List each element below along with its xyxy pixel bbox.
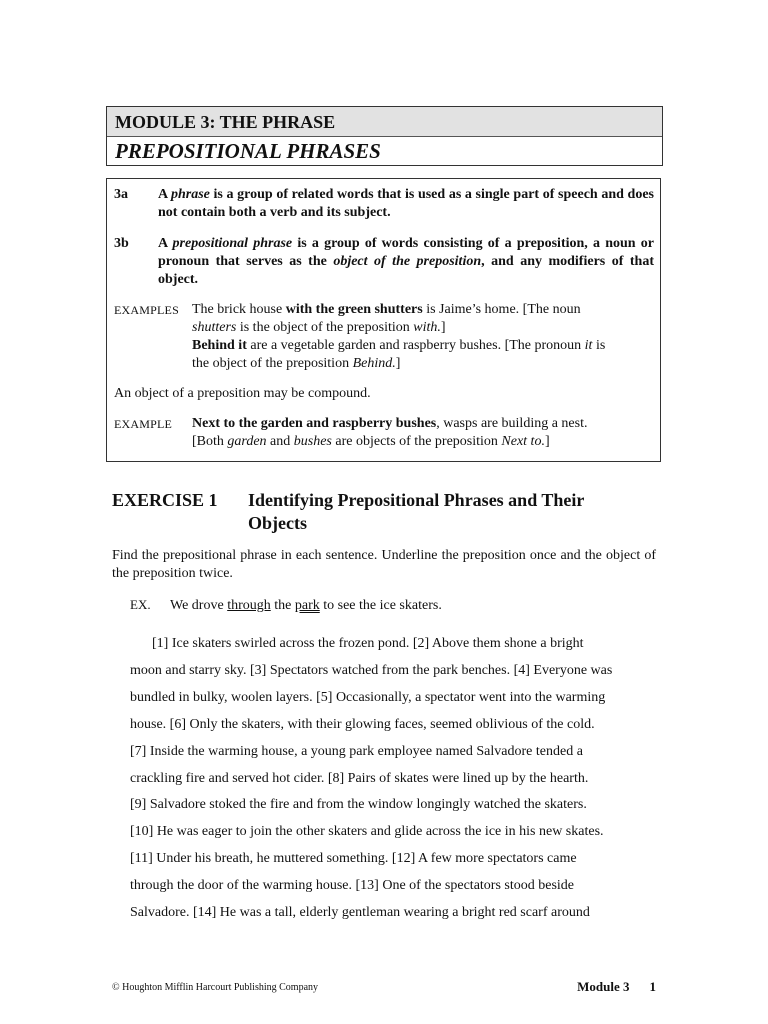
examples-tag: EXAMPLES bbox=[114, 303, 179, 317]
exercise-heading bbox=[112, 489, 632, 535]
example-block bbox=[114, 415, 654, 451]
underlined-preposition: through bbox=[227, 598, 271, 613]
examples-text: The brick house with the green shutters is Jaime’s home. [The noun shutters is the object of the preposition with.] Behind it are a vegetable garden and raspberry bushes. [The pronoun it is the object of the preposition Behind.] bbox=[192, 302, 606, 371]
compound-note: An object of a preposition may be compound. bbox=[114, 386, 371, 401]
definition-3b bbox=[114, 235, 654, 289]
example-text: Next to the garden and raspberry bushes, wasps are building a nest. [Both garden and bushes are objects of the preposition Next to.] bbox=[192, 416, 588, 449]
passage-line: Salvadore. [14] He was a tall, elderly gentleman wearing a bright red scarf around bbox=[130, 905, 590, 921]
module-header-box bbox=[106, 106, 663, 166]
passage-line: [7] Inside the warming house, a young park employee named Salvadore tended a bbox=[130, 743, 583, 759]
passage-line: [1] Ice skaters swirled across the frozen pond. [2] Above them shone a bright bbox=[152, 636, 584, 651]
passage-line: [11] Under his breath, he muttered something. [12] A few more spectators came bbox=[130, 851, 577, 867]
exercise-title: Identifying Prepositional Phrases and Their Objects bbox=[248, 490, 585, 533]
example-label: EX. bbox=[130, 597, 151, 612]
passage-line: crackling fire and served hot cider. [8] Pairs of skates were lined up by the hearth. bbox=[130, 770, 589, 786]
definition-box bbox=[106, 178, 661, 462]
exercise-instructions: Find the prepositional phrase in each sentence. Underline the preposition once and the object of the preposition twice. bbox=[112, 548, 656, 581]
passage-line: house. [6] Only the skaters, with their glowing faces, seemed oblivious of the cold. bbox=[130, 716, 595, 732]
topic-title: PREPOSITIONAL PHRASES bbox=[115, 139, 381, 163]
definition-number: 3b bbox=[114, 236, 129, 251]
passage-line: through the door of the warming house. [13] One of the spectators stood beside bbox=[130, 878, 575, 894]
definition-text: A phrase is a group of related words that is used as a single part of speech and does not contain both a verb and its subject. bbox=[158, 187, 654, 220]
exercise-example: EX. We drove through the park to see the ice skaters. bbox=[130, 597, 442, 613]
definition-text: A prepositional phrase is a group of words consisting of a preposition, a noun or pronoun that serves as the object of the preposition, and any modifiers of that object. bbox=[158, 236, 654, 287]
footer-module: Module 3 bbox=[577, 979, 630, 994]
examples-block bbox=[114, 301, 654, 373]
double-underlined-object: park bbox=[294, 598, 320, 613]
exercise-label: EXERCISE 1 bbox=[112, 490, 218, 510]
page-footer bbox=[577, 979, 656, 995]
passage-line: bundled in bulky, woolen layers. [5] Occasionally, a spectator went into the warming bbox=[130, 689, 606, 705]
exercise-passage bbox=[130, 631, 650, 927]
copyright-notice: © Houghton Mifflin Harcourt Publishing Company bbox=[112, 982, 319, 993]
passage-line: moon and starry sky. [3] Spectators watched from the park benches. [4] Everyone was bbox=[130, 662, 613, 678]
passage-line: [10] He was eager to join the other skaters and glide across the ice in his new skates. bbox=[130, 824, 604, 840]
definition-number: 3a bbox=[114, 187, 128, 202]
definition-3a bbox=[114, 186, 654, 222]
module-title: MODULE 3: THE PHRASE bbox=[107, 107, 662, 137]
example-tag: EXAMPLE bbox=[114, 417, 173, 431]
passage-line: [9] Salvadore stoked the fire and from the window longingly watched the skaters. bbox=[130, 797, 587, 813]
page-number: 1 bbox=[649, 979, 656, 994]
